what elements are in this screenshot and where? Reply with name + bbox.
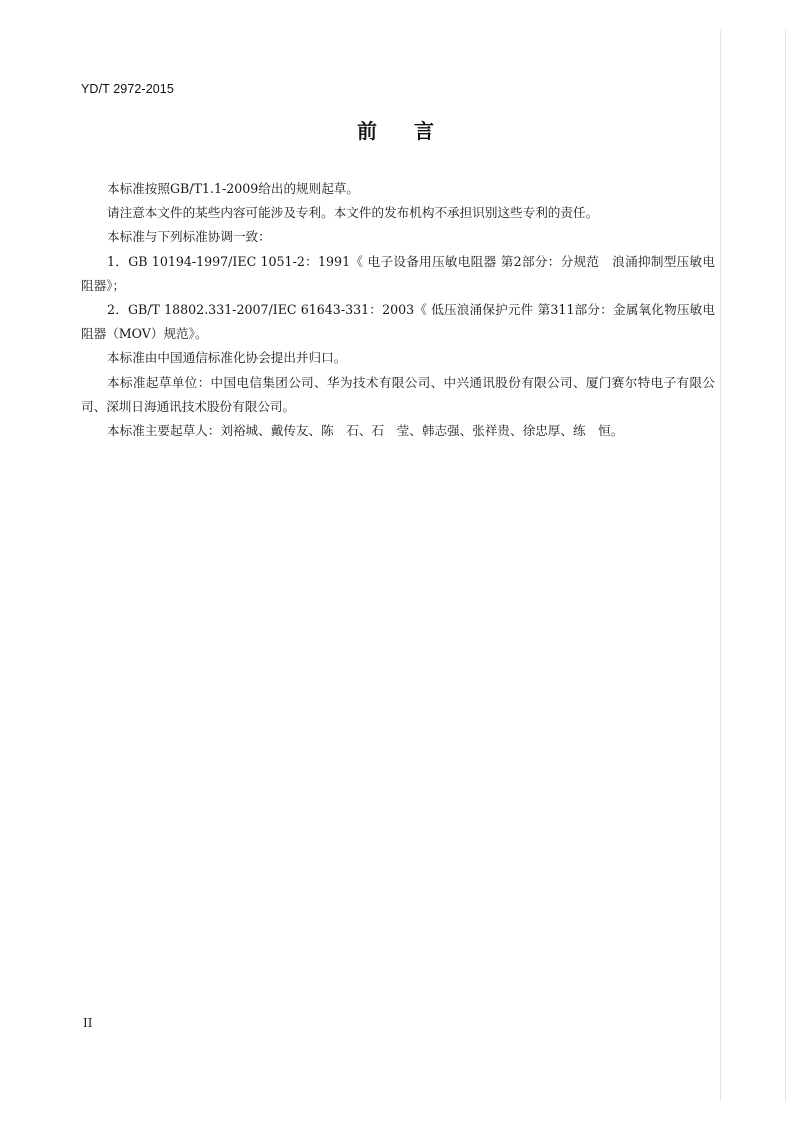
- scan-edge-dots: [720, 30, 721, 1101]
- document-code: YD/T 2972-2015: [81, 82, 174, 96]
- paragraph-drafting-rules: 本标准按照GB/T1.1-2009给出的规则起草。: [107, 181, 360, 196]
- paragraph-drafting-units: 本标准起草单位：中国电信集团公司、华为技术有限公司、中兴通讯股份有限公司、厦门赛尔特电子有限公司、深圳日海通讯技术股份有限公司。: [81, 374, 715, 414]
- paragraph-patent-notice: 请注意本文件的某些内容可能涉及专利。本文件的发布机构不承担识别这些专利的责任。: [107, 205, 599, 221]
- foreword-body: [81, 177, 715, 443]
- paragraph-coordinated-standard-1: 1．GB 10194-1997/IEC 1051-2：1991《 电子设备用压敏电阻器 第2部分：分规范 浪涌抑制型压敏电阻器》；: [81, 253, 715, 293]
- paragraph-coordinated-standard-2: 2．GB/T 18802.331-2007/IEC 61643-331：2003《 低压浪涌保护元件 第311部分：金属氧化物压敏电阻器（MOV）规范》。: [81, 302, 715, 342]
- paragraph-main-drafters: 本标准主要起草人：刘裕城、戴传友、陈 石、石 莹、韩志强、张祥贵、徐忠厚、练 恒。: [107, 423, 624, 439]
- paragraph-proposed-by: 本标准由中国通信标准化协会提出并归口。: [107, 350, 347, 366]
- scan-edge-dots: [785, 30, 786, 1101]
- page-number: II: [83, 1016, 93, 1030]
- title-part-1: 前: [357, 119, 378, 143]
- title-part-2: 言: [414, 119, 435, 143]
- page-title: [0, 115, 792, 144]
- paragraph-coordination-intro: 本标准与下列标准协调一致：: [107, 229, 271, 245]
